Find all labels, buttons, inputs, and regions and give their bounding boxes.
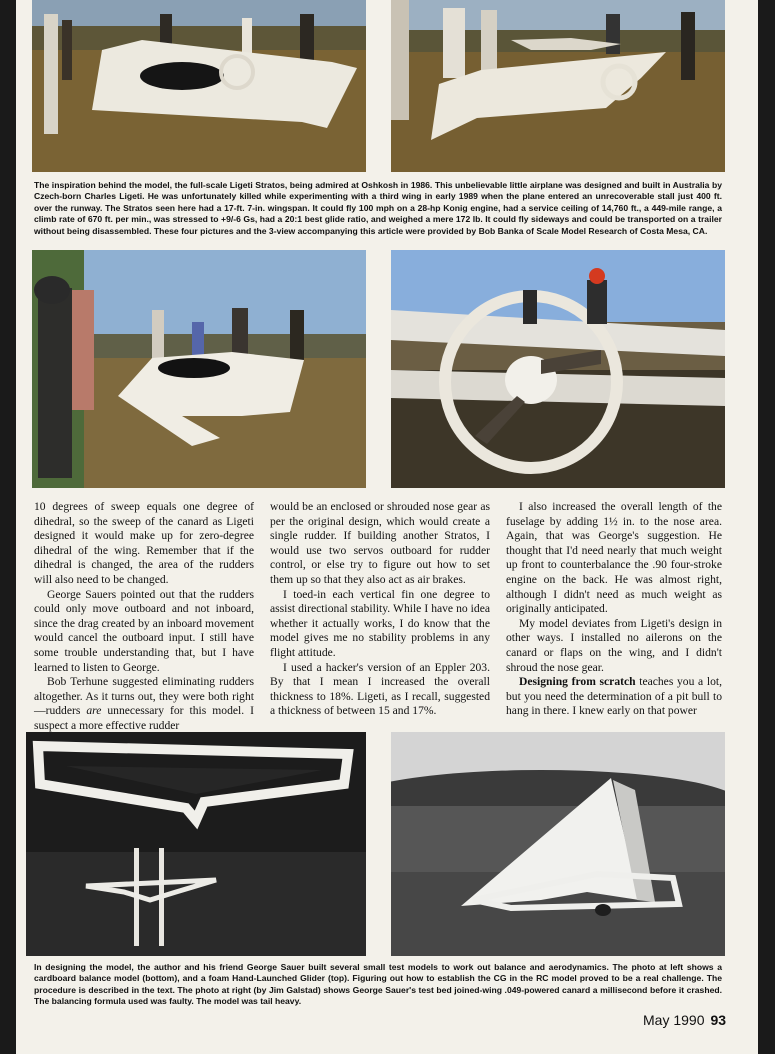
photo-caption-top: The inspiration behind the model, the full-scale Ligeti Stratos, being admired at Oshkosh in 1986. This unbelievable little airplane was designed and built in Australia by Czech-born Charles Ligeti. He was unfortunately killed while experimenting with a third wing in early 1989 when the plane entered an unrecoverable stall just 400 ft. over the runway. The Stratos seen here had a 17-ft. 7-in. wingspan. It could fly 100 mph on a 28-hp Konig engine, had a service ceiling of 14,760 ft., a 449-mile range, a climb rate of 670 ft. per min., was stressed to +9/-6 Gs, had a 20:1 best glide ratio, and weighed a mere 172 lb. It could fly sideways and could be transported on a trailer without being disassembled. These four pictures and the 3-view accompanying this article were provided by Bob Banka of Scale Model Research of Costa Mesa, CA. [34, 180, 722, 236]
magazine-page [16, 0, 758, 1054]
col3-paragraph-3: Designing from scratch teaches you a lot, but you need the determination of a pit bull to hang in there. I knew early on that power [506, 675, 722, 718]
col2-paragraph-1: would be an enclosed or shrouded nose gear as per the original design, which would create a single rudder. If building another Stratos, I would use two servos outboard for rudder control, or else try to figure out how to set them up so that they also act as air brakes. [270, 500, 490, 586]
photo-propeller-shroud [391, 250, 725, 488]
page-number: 93 [710, 1012, 727, 1028]
photo-test-models [26, 732, 366, 956]
col1-paragraph-1: 10 degrees of sweep equals one degree of dihedral, so the sweep of the canard as Ligeti designed it would make up for zero-degree dihedral of the wing. Remember that if the dihedral is changed, the area of the rudders will also need to be changed. [34, 500, 254, 586]
photo-stratos-crowd [32, 250, 366, 488]
photo-stratos-oshkosh-left [32, 0, 366, 172]
col3-paragraph-2: My model deviates from Ligeti's design in other ways. I installed no ailerons on the canard or flaps on the wing, and I didn't shroud the nose gear. [506, 616, 722, 674]
article-column-2 [270, 500, 490, 719]
photo-stratos-oshkosh-right [391, 0, 725, 172]
col2-paragraph-3: I used a hacker's version of an Eppler 203. By that I mean I increased the overall thickness to 18%. Ligeti, as I recall, suggested a thickness of between 15 and 17%. [270, 660, 490, 718]
col2-paragraph-2: I toed-in each vertical fin one degree to assist directional stability. While I have no idea whether it actually works, I do know that the model gives me no stability problems in any flight attitude. [270, 587, 490, 659]
col1-paragraph-3: Bob Terhune suggested eliminating rudders altogether. As it turns out, they were both right—rudders are unnecessary for this model. I suspect a more effective rudder [34, 675, 255, 732]
article-column-1 [34, 500, 254, 734]
article-column-3 [506, 500, 722, 719]
photo-caption-bottom: In designing the model, the author and his friend George Sauer built several small test models to work out balance and aerodynamics. The photo at left shows a cardboard balance model (bottom), and a foam Hand-Launched Glider (top). Figuring out how to establish the CG in the RC model proved to be a real challenge. The procedure is described in the text. The photo at right (by Jim Galstad) shows George Sauer's test bed joined-wing .049-powered canard a millisecond before it crashed. The balancing formula used was faulty. The model was tail heavy. [34, 962, 722, 1007]
col1-paragraph-2: George Sauers pointed out that the rudders could only move outboard and not inboard, since the drag created by an inboard movement would cancel the outboard input. I still have some trouble understanding that, but I have learned to listen to George. [34, 587, 254, 674]
page-footer [643, 1012, 726, 1028]
photo-canard-testbed [391, 732, 725, 956]
issue-date: May 1990 [643, 1012, 705, 1028]
col3-paragraph-1: I also increased the overall length of the fuselage by adding 1½ in. to the nose area. Again, that was George's suggestion. He thought that I'd need nearly that much weight up front to counterbalance the .90 four-stroke engine on the back. He was almost right, although I didn't need as much weight as originally anticipated. [506, 500, 722, 616]
